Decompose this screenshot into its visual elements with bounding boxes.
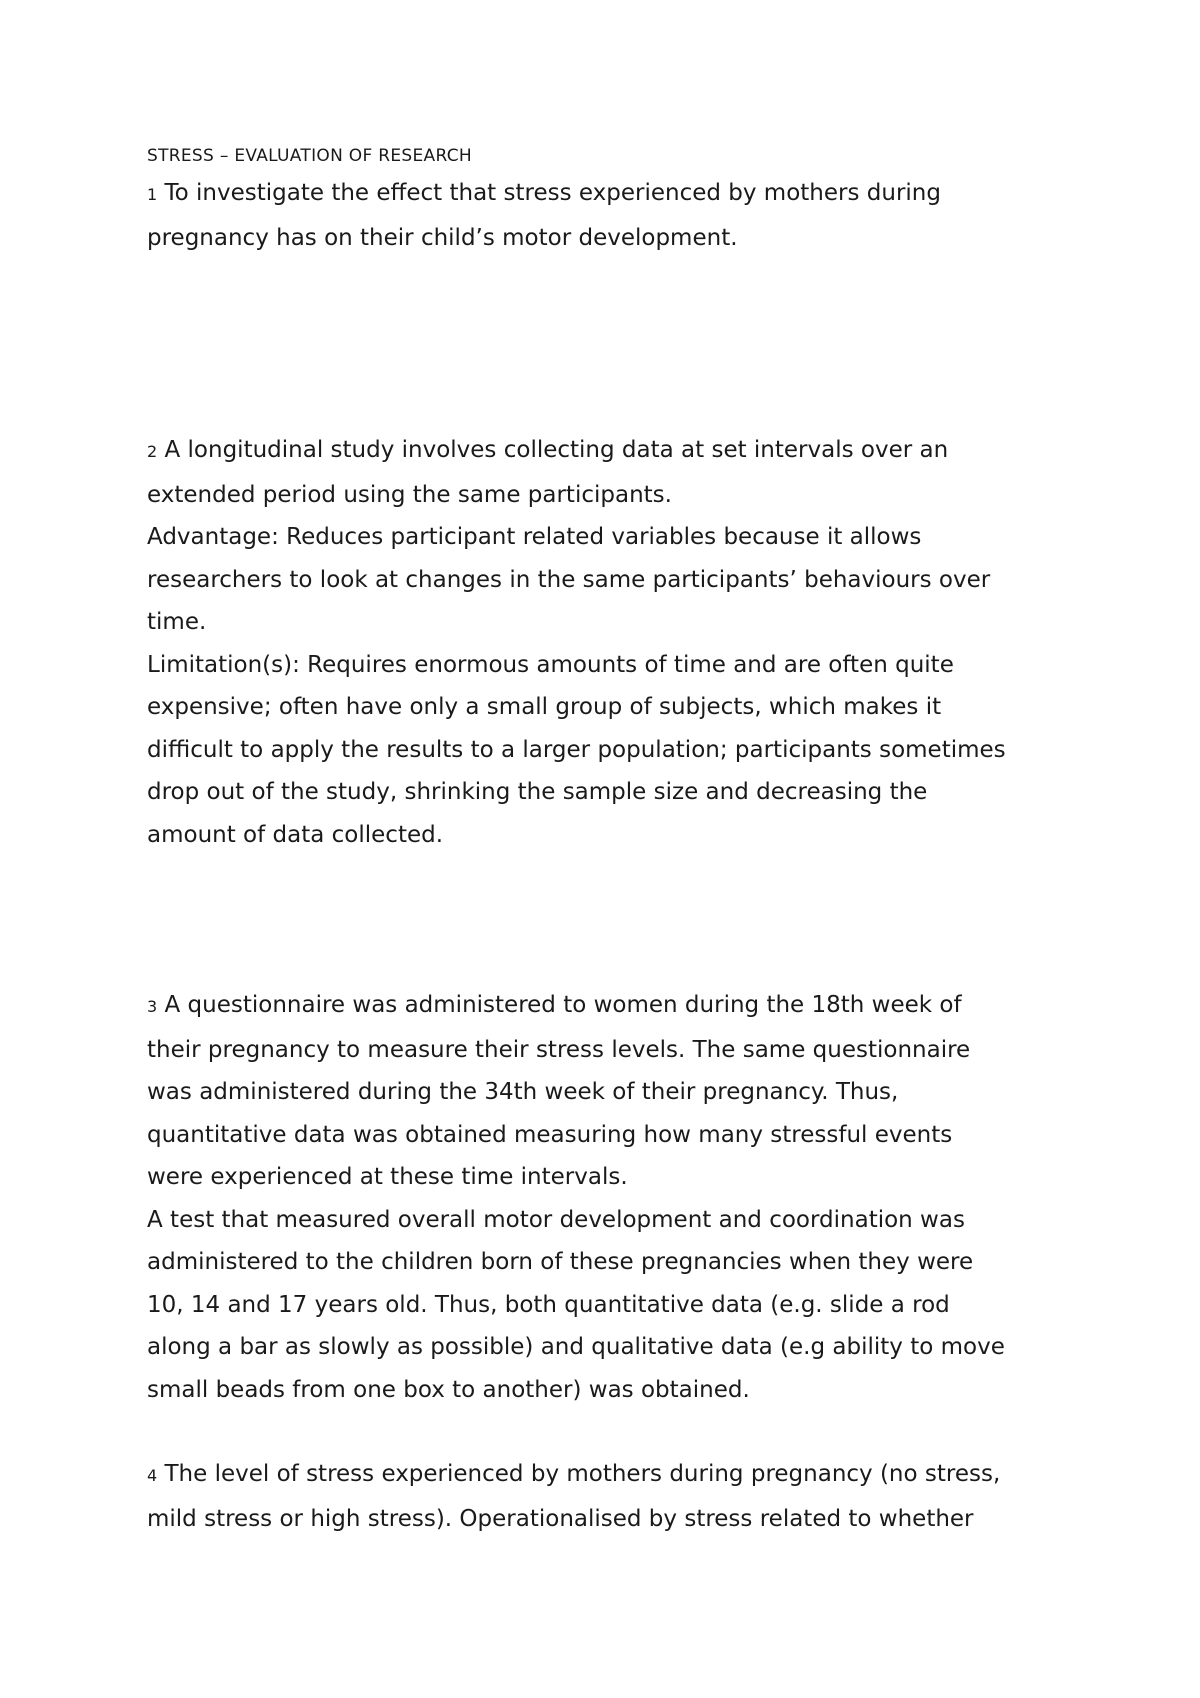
answer-2-number: 2 bbox=[147, 442, 158, 461]
answer-2-line: time. bbox=[147, 609, 207, 635]
answer-3-line: 10, 14 and 17 years old. Thus, both quantitative data (e.g. slide a rod bbox=[147, 1291, 950, 1318]
answer-4-line: mild stress or high stress). Operationalised by stress related to whether bbox=[147, 1505, 974, 1532]
answer-1-line: pregnancy has on their child’s motor development. bbox=[147, 224, 738, 251]
answer-3 bbox=[147, 984, 1067, 1411]
answer-2 bbox=[147, 429, 1067, 856]
answer-1-line: 1 To investigate the effect that stress experienced by mothers during bbox=[147, 180, 941, 206]
answer-3-line: small beads from one box to another) was obtained. bbox=[147, 1376, 750, 1403]
answer-3-line: quantitative data was obtained measuring how many stressful events bbox=[147, 1121, 953, 1148]
answer-2-line: 2 A longitudinal study involves collecting data at set intervals over an bbox=[147, 437, 949, 463]
document-body bbox=[147, 142, 1067, 1540]
answer-3-line: A test that measured overall motor development and coordination was bbox=[147, 1206, 965, 1233]
answer-1 bbox=[147, 172, 1067, 259]
answer-3-line: were experienced at these time intervals. bbox=[147, 1164, 628, 1190]
answer-3-number: 3 bbox=[147, 997, 158, 1016]
answer-2-line: Advantage: Reduces participant related variables because it allows bbox=[147, 524, 922, 550]
answer-2-line: expensive; often have only a small group of subjects, which makes it bbox=[147, 694, 942, 720]
answer-2-line: Limitation(s): Requires enormous amounts of time and are often quite bbox=[147, 651, 954, 678]
answer-2-line: researchers to look at changes in the same participants’ behaviours over bbox=[147, 566, 991, 593]
answer-2-line: difficult to apply the results to a larger population; participants sometimes bbox=[147, 736, 1006, 763]
answer-3-line: administered to the children born of these pregnancies when they were bbox=[147, 1249, 974, 1275]
answer-2-line: extended period using the same participants. bbox=[147, 481, 672, 508]
answer-2-line: drop out of the study, shrinking the sample size and decreasing the bbox=[147, 779, 928, 805]
answer-4-number: 4 bbox=[147, 1466, 158, 1485]
answer-3-line: along a bar as slowly as possible) and qualitative data (e.g ability to move bbox=[147, 1334, 1005, 1360]
document-title: STRESS – EVALUATION OF RESEARCH bbox=[147, 146, 473, 166]
answer-2-line: amount of data collected. bbox=[147, 821, 444, 848]
answer-4 bbox=[147, 1453, 1067, 1540]
answer-1-number: 1 bbox=[147, 185, 158, 204]
answer-4-line: 4 The level of stress experienced by mothers during pregnancy (no stress, bbox=[147, 1461, 1001, 1487]
answer-3-line: 3 A questionnaire was administered to women during the 18th week of bbox=[147, 992, 962, 1018]
answer-3-line: their pregnancy to measure their stress levels. The same questionnaire bbox=[147, 1036, 971, 1063]
answer-3-line: was administered during the 34th week of their pregnancy. Thus, bbox=[147, 1079, 899, 1105]
